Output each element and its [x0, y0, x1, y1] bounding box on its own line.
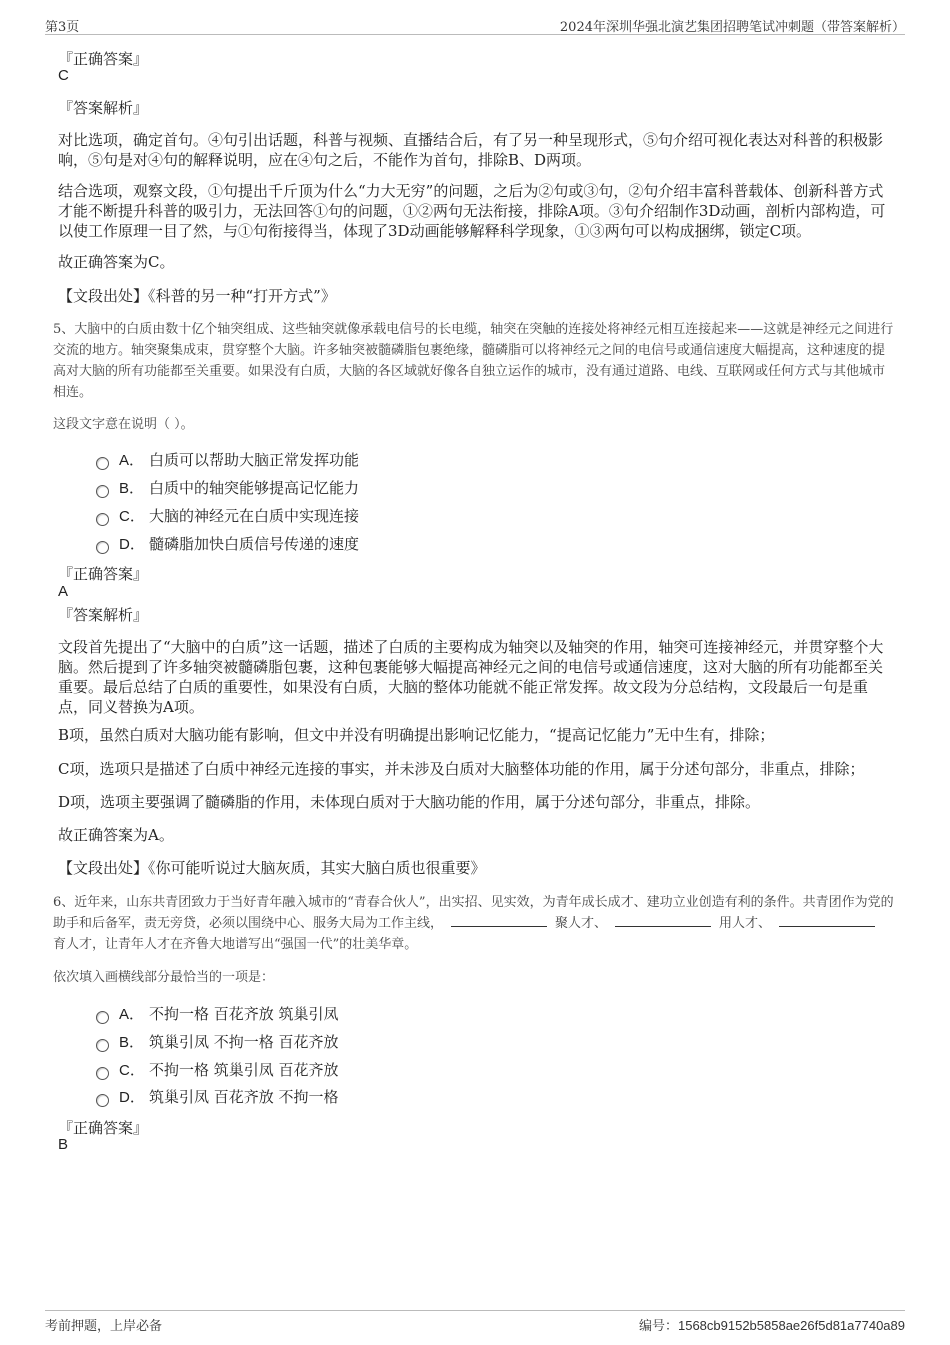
analysis-label: 『答案解析』 [58, 606, 149, 624]
document-id: 编号：1568cb9152b5858ae26f5d81a7740a89 [638, 1318, 905, 1333]
source-citation: 【文段出处】《科普的另一种“打开方式”》 [58, 287, 336, 305]
option-a[interactable]: A． 不拘一格 百花齐放 筑巢引凤 [96, 1002, 339, 1024]
analysis-paragraph: 结合选项，观察文段，①句提出千斤顶为什么“力大无穷”的问题，之后为②句或③句，②句介绍丰富科普载体、创新科普方式才能不断提升科普的吸引力，无法回答①句的问题，①②两句无法衔接，排除A项。③句介绍制作3D动画，剖析内部构造，可以使工作原理一目了然，与①句衔接得当，体现了3D动画能够解释科学现象，①③两句可以构成捆绑，锁定C项。 [58, 182, 886, 240]
radio-button[interactable] [96, 541, 109, 554]
fill-blank[interactable] [615, 914, 711, 927]
option-c[interactable]: C． 不拘一格 筑巢引凤 百花齐放 [96, 1058, 339, 1080]
radio-button[interactable] [96, 457, 109, 470]
source-citation: 【文段出处】《你可能听说过大脑灰质，其实大脑白质也很重要》 [58, 859, 486, 877]
option-d[interactable]: D． 筑巢引凤 百花齐放 不拘一格 [96, 1085, 339, 1107]
fill-blank[interactable] [779, 914, 875, 927]
conclusion: 故正确答案为C。 [58, 253, 175, 271]
answer-label: 『正确答案』 [58, 50, 149, 68]
option-d[interactable]: D． 髓磷脂加快白质信号传递的速度 [96, 532, 359, 554]
option-c[interactable]: C． 大脑的神经元在白质中实现连接 [96, 504, 359, 526]
answer-value: A [58, 583, 69, 600]
option-a[interactable]: A． 白质可以帮助大脑正常发挥功能 [96, 448, 359, 470]
analysis-label: 『答案解析』 [58, 99, 149, 117]
question-text: 6、近年来，山东共青团致力于当好青年融入城市的“青春合伙人”，出实招、见实效，为青年成长成才、建功立业创造有利的条件。共青团作为党的助手和后备军，责无旁贷，必须以围绕中心、服务大局为工作主线， 聚人才、 用人才、育人才，让青年人才在齐鲁大地谱写出“强国一代”的壮美华章。 [53, 895, 894, 952]
analysis-paragraph: C项，选项只是描述了白质中神经元连接的事实，并未涉及白质对大脑整体功能的作用，属于分述句部分，非重点，排除； [58, 760, 865, 778]
radio-button[interactable] [96, 1011, 109, 1024]
radio-button[interactable] [96, 513, 109, 526]
question-prompt: 这段文字意在说明（ ）。 [53, 417, 194, 432]
page-footer [45, 1310, 905, 1334]
option-b[interactable]: B． 筑巢引凤 不拘一格 百花齐放 [96, 1030, 339, 1052]
answer-value: C [58, 67, 69, 84]
page-number: 第3页 [45, 20, 80, 35]
answer-value: B [58, 1136, 69, 1153]
analysis-paragraph: 对比选项，确定首句。④句引出话题，科普与视频、直播结合后，有了另一种呈现形式，⑤句介绍可视化表达对科普的积极影响，⑤句是对④句的解释说明，应在④句之后，不能作为首句，排除B、D两项。 [58, 131, 884, 169]
answer-label: 『正确答案』 [58, 1119, 149, 1137]
radio-button[interactable] [96, 1067, 109, 1080]
answer-label: 『正确答案』 [58, 565, 149, 583]
document-title: 2024年深圳华强北演艺集团招聘笔试冲刺题（带答案解析） [559, 20, 905, 35]
radio-button[interactable] [96, 485, 109, 498]
footer-slogan: 考前押题，上岸必备 [45, 1319, 163, 1334]
analysis-paragraph: D项，选项主要强调了髓磷脂的作用，未体现白质对于大脑功能的作用，属于分述句部分，非重点，排除。 [58, 793, 761, 811]
radio-button[interactable] [96, 1094, 109, 1107]
radio-button[interactable] [96, 1039, 109, 1052]
analysis-paragraph: 文段首先提出了“大脑中的白质”这一话题，描述了白质的主要构成为轴突以及轴突的作用，轴突可连接神经元，并贯穿整个大脑。然后提到了许多轴突被髓磷脂包裹，这种包裹能够大幅提高神经元之间的电信号或通信速度，这对大脑的所有功能都至关重要。最后总结了白质的重要性，如果没有白质，大脑的整体功能就不能正常发挥。故文段为分总结构，文段最后一句是重点，同义替换为A项。 [58, 638, 884, 716]
conclusion: 故正确答案为A。 [58, 826, 174, 844]
option-b[interactable]: B． 白质中的轴突能够提高记忆能力 [96, 476, 359, 498]
analysis-paragraph: B项，虽然白质对大脑功能有影响，但文中并没有明确提出影响记忆能力，“提高记忆能力”无中生有，排除； [58, 726, 775, 744]
fill-blank[interactable] [451, 914, 547, 927]
page-header [45, 14, 905, 35]
question-text: 5、大脑中的白质由数十亿个轴突组成、这些轴突就像承载电信号的长电缆，轴突在突触的连接处将神经元相互连接起来——这就是神经元之间进行交流的地方。轴突聚集成束，贯穿整个大脑。许多轴突被髓磷脂包裹绝缘，髓磷脂可以将神经元之间的电信号或通信速度大幅提高，这种速度的提高对大脑的所有功能都至关重要。如果没有白质，大脑的各区域就好像各自独立运作的城市，没有通过道路、电线、互联网或任何方式与其他城市相连。 [53, 322, 894, 400]
question-prompt: 依次填入画横线部分最恰当的一项是： [53, 970, 275, 985]
